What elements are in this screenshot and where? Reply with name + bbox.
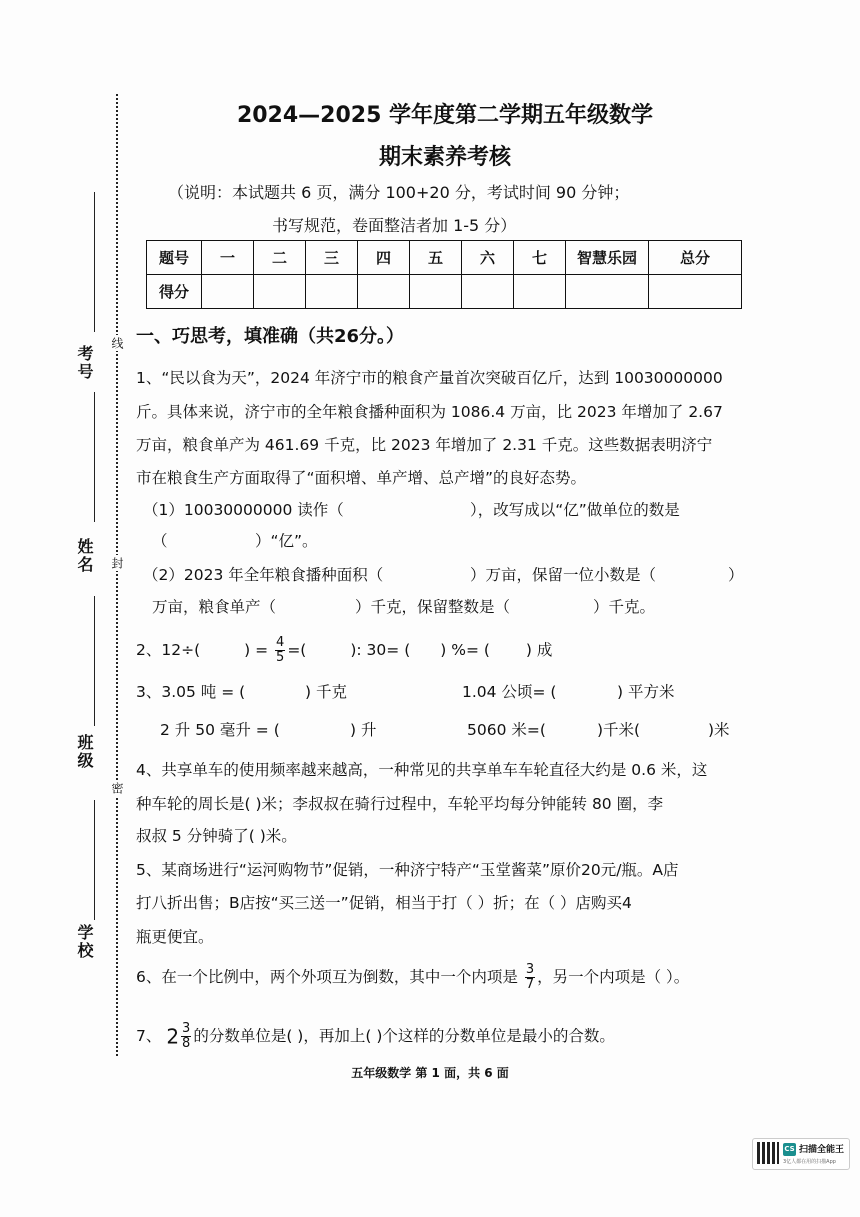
q7-frac-num: 3 [182,1021,191,1036]
q2-d: ): 30= ( [350,641,411,659]
q2-frac-num: 4 [276,635,285,650]
qr-code-icon [757,1142,779,1164]
score-table-col: 五 [410,241,462,275]
page-footer: 五年级数学 第 1 面，共 6 面 [351,1066,509,1080]
score-table-row-label: 得分 [147,275,202,309]
exam-note-line2: 书写规范，卷面整洁者加 1-5 分） [272,216,517,235]
q2-fraction [275,636,285,665]
mi-mark: 密 [110,782,124,794]
q7-b: 的分数单位是( )，再加上( )个这样的分数单位是最小的合数。 [193,1027,615,1045]
score-table-col: 四 [358,241,410,275]
score-table-col: 一 [202,241,254,275]
q2-e: ) %= ( [440,641,490,659]
q1-sub1-d: ）“亿”。 [255,532,318,550]
kaohao-write-line [94,192,95,332]
xuexiao-write-line [94,800,95,920]
q1-line4: 市在粮食生产方面取得了“面积增、单产增、总产增”的良好态势。 [136,469,587,487]
score-table-score-row [147,275,742,309]
exam-note-line1: （说明：本试题共 6 页，满分 100+20 分，考试时间 90 分钟； [168,183,630,202]
score-table [146,240,742,309]
q3-h: )千米( [597,721,641,739]
score-cell [462,275,514,309]
q6-a: 6、在一个比例中，两个外项互为倒数，其中一个内项是 [136,968,518,986]
xuexiao-label: 学校 [75,924,94,960]
score-table-col: 二 [254,241,306,275]
q2-frac-den: 5 [276,650,285,665]
feng-mark: 封 [110,557,124,569]
q5-line2: 打八折出售；B店按“买三送一”促销，相当于打（ ）折；在（ ）店购买4 [136,894,632,912]
q3-f: ) 升 [350,721,377,739]
score-table-row-label: 题号 [147,241,202,275]
q3-a: 3、3.05 吨 = ( [136,683,246,701]
score-cell [566,275,649,309]
score-table-header-row [147,241,742,275]
scanner-badge-subtitle: 3亿人都在用的扫描App [783,1159,836,1165]
q3-c: 1.04 公顷= ( [462,683,557,701]
scanner-badge-title: 扫描全能王 [799,1145,845,1155]
q2-line [136,636,552,665]
q2-b: ) = [244,641,269,659]
banji-label: 班级 [75,734,94,770]
q7-line [136,1020,615,1053]
binding-dotted-line [116,94,118,1056]
q1-sub1-a: （1）10030000000 读作（ [143,501,344,519]
score-cell [358,275,410,309]
score-cell [514,275,566,309]
q6-b: ，另一个内项是（ ）。 [537,968,690,986]
scanner-badge [752,1138,850,1170]
xingming-write-line [94,392,95,522]
q7-whole: 2 [166,1024,180,1049]
q4-line1: 4、共享单车的使用频率越来越高，一种常见的共享单车车轮直径大约是 0.6 米，这 [136,761,708,779]
exam-subtitle: 期末素养考核 [378,145,511,170]
score-cell [306,275,358,309]
q3-i: )米 [708,721,730,739]
q1-sub2-d: 万亩，粮食单产（ [152,598,277,616]
q2-c: =( [287,641,307,659]
score-table-col: 七 [514,241,566,275]
q1-line1: 1、“民以食为天”，2024 年济宁市的粮食产量首次突破百亿斤，达到 10030000000 [136,369,723,387]
score-table-col: 六 [462,241,514,275]
score-table-col: 三 [306,241,358,275]
q1-sub2-c: ） [728,566,744,584]
section-heading: 一、巧思考，填准确（共26分。） [136,326,405,347]
score-cell [202,275,254,309]
exam-title: 2024—2025 学年度第二学期五年级数学 [236,103,654,128]
q7-frac-den: 8 [182,1036,191,1051]
q1-sub2-f: ）千克。 [593,598,656,616]
q1-line3: 万亩，粮食单产为 461.69 千克，比 2023 年增加了 2.31 千克。这些数据表明济宁 [136,436,713,454]
q5-line3: 瓶更便宜。 [136,928,214,946]
q3-g: 5060 米=( [467,721,546,739]
q1-line2: 斤。具体来说，济宁市的全年粮食播种面积为 1086.4 万亩，比 2023 年增加了 2.67 [136,403,723,421]
q2-f: ) 成 [525,641,553,659]
q4-line3: 叔叔 5 分钟骑了( )米。 [136,827,297,845]
xian-mark: 线 [110,337,124,349]
q4-line2: 种车轮的周长是( )米；李叔叔在骑行过程中，车轮平均每分钟能转 80 圈，李 [136,795,664,813]
banji-write-line [94,596,95,726]
score-table-col: 总分 [649,241,742,275]
q1-sub2-a: （2）2023 年全年粮食播种面积（ [143,566,384,584]
score-cell [254,275,306,309]
q1-sub1-c: （ [152,532,168,550]
q6-frac-den: 7 [525,977,535,992]
q1-sub2-e: ）千克，保留整数是（ [355,598,511,616]
q5-line1: 5、某商场进行“运河购物节”促销，一种济宁特产“玉堂酱菜”原价20元/瓶。A店 [136,861,679,879]
q3-e: 2 升 50 毫升 = ( [160,721,280,739]
q1-sub1-b: ），改写成以“亿”做单位的数是 [470,501,680,519]
q7-a: 7、 [136,1027,162,1045]
q6-fraction [525,963,535,992]
kaohao-label: 考号 [75,345,94,381]
score-cell [649,275,742,309]
q6-line [136,962,689,992]
score-cell [410,275,462,309]
score-table-col: 智慧乐园 [566,241,649,275]
q1-sub2-b: ）万亩，保留一位小数是（ [470,566,657,584]
q7-fraction [181,1022,191,1051]
q3-b: ) 千克 [305,683,347,701]
q6-frac-num: 3 [525,962,535,977]
q2-a: 2、12÷( [136,641,201,659]
xingming-label: 姓名 [75,538,94,574]
camscanner-logo-icon: CS [783,1143,796,1156]
q3-d: ) 平方米 [617,683,675,701]
